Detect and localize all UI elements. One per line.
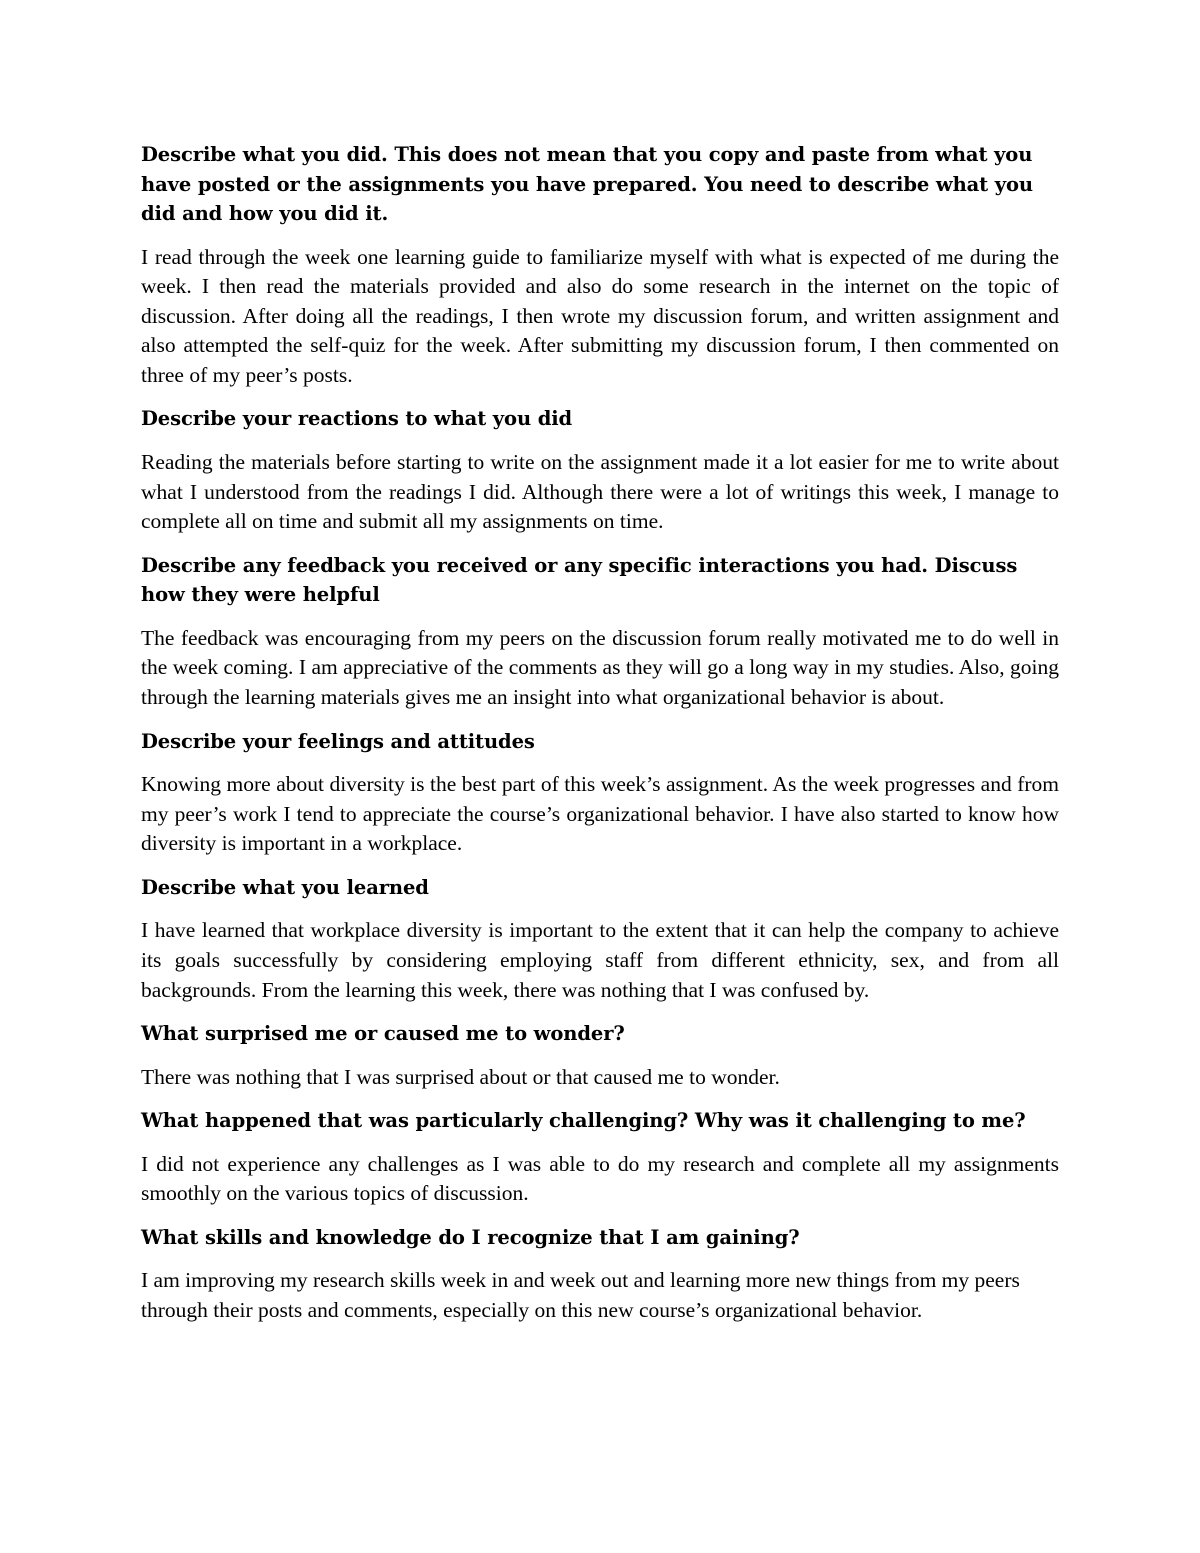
question-heading: Describe your reactions to what you did [141,407,573,431]
question-heading: What surprised me or caused me to wonder? [141,1022,625,1046]
answer-paragraph: I read through the week one learning guide to familiarize myself with what is expected of me during the week. I then read the materials provided and also do some research in the internet on the topic of discussion. After doing all the readings, I then wrote my discussion forum, and written assignment and also attempted the self-quiz for the week. After submitting my discussion forum, I then commented on three of my peer’s posts. [141,244,1059,387]
answer-paragraph: There was nothing that I was surprised about or that caused me to wonder. [141,1064,780,1089]
question-heading: Describe what you did. This does not mean that you copy and paste from what you have posted or the assignments you have prepared. You need to describe what you did and how you did it. [141,143,1033,225]
question-heading: Describe your feelings and attitudes [141,729,535,753]
document-body [141,140,1059,1340]
answer-paragraph: I am improving my research skills week in and week out and learning more new things from my peers through their posts and comments, especially on this new course’s organizational behavior. [141,1268,1020,1322]
answer-paragraph: I did not experience any challenges as I was able to do my research and complete all my assignments smoothly on the various topics of discussion. [141,1151,1059,1206]
question-heading: What happened that was particularly challenging? Why was it challenging to me? [141,1109,1026,1133]
answer-paragraph: I have learned that workplace diversity is important to the extent that it can help the company to achieve its goals successfully by considering employing staff from different ethnicity, sex, and from all backgrounds. From the learning this week, there was nothing that I was confused by. [141,918,1059,1002]
answer-paragraph: Reading the materials before starting to write on the assignment made it a lot easier for me to write about what I understood from the readings I did. Although there were a lot of writings this week, I manage to complete all on time and submit all my assignments on time. [141,449,1059,534]
answer-paragraph: Knowing more about diversity is the best part of this week’s assignment. As the week progresses and from my peer’s work I tend to appreciate the course’s organizational behavior. I have also started to know how diversity is important in a workplace. [141,772,1059,856]
question-heading: What skills and knowledge do I recognize that I am gaining? [141,1225,800,1249]
question-heading: Describe what you learned [141,875,429,899]
question-heading: Describe any feedback you received or any specific interactions you had. Discuss how they were helpful [141,553,1018,607]
answer-paragraph: The feedback was encouraging from my peers on the discussion forum really motivated me to do well in the week coming. I am appreciative of the comments as they will go a long way in my studies. Also, going through the learning materials gives me an insight into what organizational behavior is about. [141,625,1059,709]
